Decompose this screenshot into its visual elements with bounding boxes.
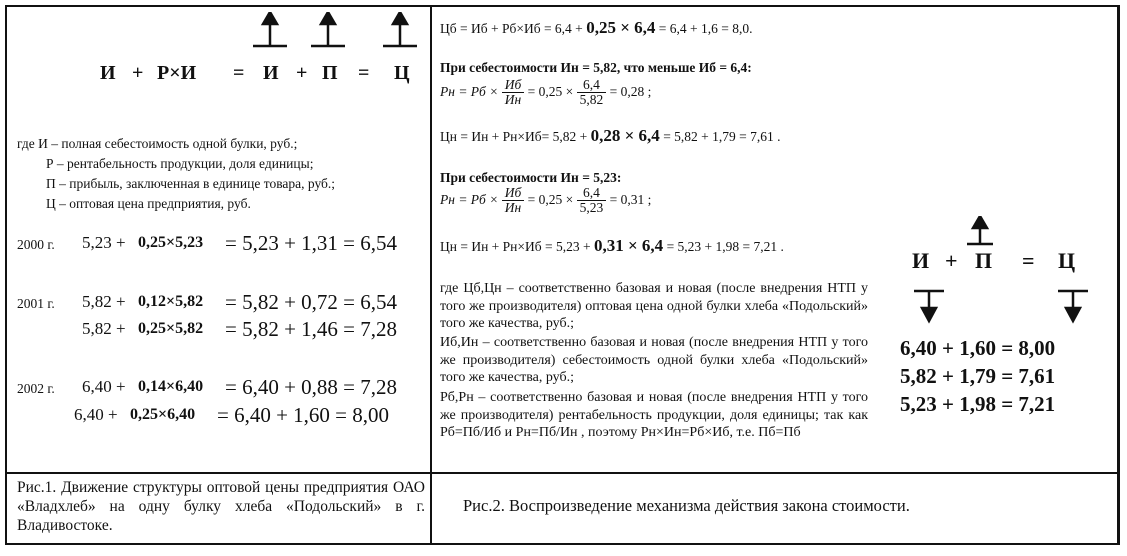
right-edge-line: [1117, 5, 1118, 545]
up-arrows-left: [250, 12, 420, 52]
caption-divider: [5, 472, 1120, 474]
caption-fig2: Рис.2. Воспроизведение механизма действия закона стоимости.: [463, 496, 910, 515]
definition-costs: Иб,Ин – соответственно базовая и новая (после внедрения НТП у того же производителя) себестоимость одной булки хлеба «Подольский» того же качества, руб.;: [440, 335, 868, 385]
column-divider: [430, 5, 432, 545]
rentability-formula-1: Рн = Рб × $\frac{Иб}{Ин}$ = 0,25 × $\frac{6,4}{5,82}$ = 0,28 ;: [440, 77, 652, 108]
result-line: 5,23 + 1,98 = 7,21: [900, 392, 1056, 416]
legend-line: Р – рентабельность продукции, доля единицы;: [46, 156, 314, 171]
legend-line: П – прибыль, заключенная в единице товара, руб.;: [46, 176, 336, 191]
result-line: 5,82 + 1,79 = 7,61: [900, 364, 1056, 388]
down-arrows-right: [912, 288, 1092, 324]
caption-fig1: Рис.1. Движение структуры оптовой цены предприятия ОАО «Владхлеб» на одну булку хлеба «Подольский» в г. Владивостоке.: [17, 479, 425, 534]
heading-cost-582: При себестоимости Ин = 5,82, что меньше Иб = 6,4:: [440, 60, 752, 75]
base-price-line: Цб = Иб + Рб×Иб = 6,4 + 0,25 × 6,4 = 6,4 + 1,6 = 8,0.: [440, 18, 753, 37]
result-line: 6,40 + 1,60 = 8,00: [900, 336, 1056, 360]
new-price-line-2: Цн = Ин + Рн×Иб = 5,23 + 0,31 × 6,4 = 5,23 + 1,98 = 7,21 .: [440, 236, 784, 255]
definition-rentability: Рб,Рн – соответственно базовая и новая (после внедрения НТП у того же производителя) рентабельность продукции, доля единицы; так как Рб=Пб/Иб и Рн=Пб/Ин , поэтому Рн×Ин=Рб×Иб, т.е. Пб=Пб: [440, 390, 868, 440]
rentability-formula-2: Рн = Рб × $\frac{Иб}{Ин}$ = 0,25 × $\frac{6,4}{5,23}$ = 0,31 ;: [440, 185, 652, 216]
definition-prices: где Цб,Цн – соответственно базовая и новая (после внедрения НТП у того же производителя) оптовая цена одной булки хлеба «Подольский» того же качества, руб.;: [440, 281, 868, 331]
up-arrow-profit: [965, 216, 995, 246]
legend-line: Ц – оптовая цена предприятия, руб.: [46, 196, 251, 211]
new-price-line-1: Цн = Ин + Рн×Иб= 5,82 + 0,28 × 6,4 = 5,82 + 1,79 = 7,61 .: [440, 126, 781, 145]
heading-cost-523: При себестоимости Ин = 5,23:: [440, 170, 622, 185]
legend-line: где И – полная себестоимость одной булки, руб.;: [17, 136, 298, 151]
